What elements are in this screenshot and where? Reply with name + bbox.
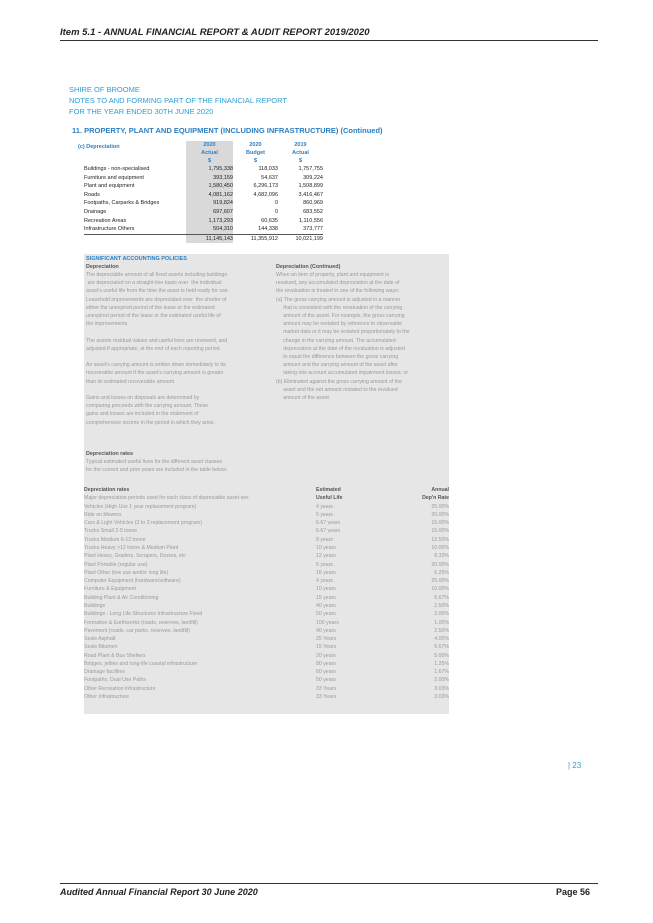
useful-life: 25 Years — [316, 636, 337, 643]
rates-row — [84, 652, 449, 660]
useful-life: 15 Years — [316, 644, 337, 651]
depreciation-rate: 15.00% — [431, 520, 449, 527]
depreciation-rate: 20.00% — [431, 561, 449, 568]
policy-text-line: The depreciable amount of all fixed assets including buildings — [86, 272, 228, 278]
asset-class-label: Formation & Earthworks (roads, reserves, landfill) — [84, 619, 198, 626]
section-title: 11. PROPERTY, PLANT AND EQUIPMENT (INCLUDING INFRASTRUCTURE) (Continued) — [72, 126, 383, 135]
policy-text-line — [86, 386, 229, 394]
rates-row — [84, 544, 449, 552]
asset-class-label: Other Infrastructure — [84, 694, 129, 701]
rates-row — [84, 594, 449, 602]
depreciation-value: 860,969 — [303, 200, 323, 207]
asset-class-label: Furniture and equipment — [84, 174, 144, 181]
asset-class-label: Building Plant & Air Conditioning — [84, 594, 159, 601]
policy-text-line: recoverable amount if the asset's carrying amount is greater — [86, 370, 224, 377]
rates-heading: Depreciation rates — [86, 451, 134, 457]
rates-col-header: Annual — [431, 487, 449, 493]
depreciation-row — [84, 182, 323, 191]
asset-class-label: Other Recreation Infrastructure — [84, 685, 156, 692]
depreciation-rate: 1.00% — [434, 619, 449, 626]
org-name: SHIRE OF BROOME — [69, 85, 140, 94]
depreciation-row — [84, 217, 323, 226]
depreciation-total-row — [84, 234, 323, 243]
policy-text-line: Leasehold improvements are depreciated over the shorter of — [86, 296, 227, 303]
useful-life: 10 years — [316, 586, 336, 593]
depreciation-rate: 15.00% — [431, 528, 449, 535]
useful-life: 16 years — [316, 569, 336, 576]
asset-class-label: Trucks Small 2-5 tonne — [84, 528, 138, 535]
asset-class-label: Pavement (roads, car parks, reserves, landfill) — [84, 627, 190, 634]
policy-text-line — [86, 353, 229, 361]
useful-life: 80 years — [316, 660, 336, 667]
rates-row — [84, 643, 449, 651]
rates-row — [84, 519, 449, 527]
asset-class-label: Plant Heavy, Graders, Scrapers, Dozers, etc — [84, 553, 186, 560]
depreciation-value: 1,173,293 — [186, 217, 233, 226]
col-year-actual-2019: 2019 — [294, 142, 307, 148]
footer-page-number: Page 56 — [556, 887, 591, 897]
useful-life: 6.67 years — [316, 528, 341, 535]
depreciation-value: 919,824 — [186, 199, 233, 208]
policy-text-line: the improvements. — [86, 321, 129, 328]
asset-class-label: Cars & Light Vehicles (2 to 3 replacement program) — [84, 520, 202, 527]
rates-row — [84, 635, 449, 643]
rates-row — [84, 527, 449, 535]
depreciation-row — [84, 174, 323, 183]
policy-text-line: unexpired period of the lease or the estimated useful life of — [86, 313, 221, 320]
useful-life: 20 years — [316, 652, 336, 659]
depreciation-rate: 3.03% — [434, 694, 449, 701]
total-cell: 11,355,912 — [233, 234, 278, 243]
depreciation-heading: Depreciation — [86, 264, 119, 270]
depreciation-value: 1,508,899 — [298, 183, 323, 190]
depreciation-value: 373,777 — [303, 226, 323, 233]
depreciation-rate: 2.50% — [434, 627, 449, 634]
accounting-policies-panel — [84, 254, 449, 714]
report-header-title: Item 5.1 - ANNUAL FINANCIAL REPORT & AUDIT REPORT 2019/2020 — [60, 27, 370, 38]
useful-life: 50 years — [316, 611, 336, 618]
rates-subheader: Major depreciation periods used for each class of depreciable asset are: — [84, 495, 250, 502]
header-divider — [60, 40, 598, 41]
policy-text-line: (a) The gross carrying amount is adjusted in a manner — [276, 296, 401, 303]
useful-life: 40 years — [316, 627, 336, 634]
depreciation-rate: 1.25% — [434, 660, 449, 667]
policy-text-line: to equal the difference between the gross carrying — [276, 354, 399, 361]
depreciation-value: 6,296,173 — [253, 183, 278, 190]
useful-life: 33 Years — [316, 685, 337, 692]
depreciation-rate: 12.50% — [431, 536, 449, 543]
depreciation-rate: 8.33% — [434, 553, 449, 560]
depreciation-value: 1,580,450 — [186, 182, 233, 191]
depreciation-value: 4,682,096 — [253, 191, 278, 198]
policy-text-line: Gains and losses on disposals are determined by — [86, 395, 200, 401]
rates-row — [84, 676, 449, 684]
rates-intro-line: for the current and prior years are included in the table below: — [86, 467, 228, 474]
report-subtitle: NOTES TO AND FORMING PART OF THE FINANCIAL REPORT — [69, 96, 287, 105]
useful-life: 12 years — [316, 553, 336, 560]
useful-life: 6.67 years — [316, 520, 341, 527]
policy-text-line — [86, 328, 229, 336]
asset-class-label: Seals Asphalt — [84, 636, 116, 643]
depreciation-value: 0 — [274, 200, 278, 207]
depreciation-continued-text — [276, 271, 410, 402]
policy-text-line: change in the carrying amount. The accumulated — [276, 337, 396, 344]
asset-class-label: Vehicles (High Use 1 year replacement program) — [84, 503, 197, 510]
depreciation-table — [84, 141, 323, 243]
depreciation-value: 393,159 — [186, 174, 233, 183]
useful-life: 8 years — [316, 536, 334, 543]
depreciation-rate: 10.00% — [431, 586, 449, 593]
depreciation-value: 4,081,162 — [186, 191, 233, 200]
report-period: FOR THE YEAR ENDED 30TH JUNE 2020 — [69, 107, 214, 116]
useful-life: 10 years — [316, 544, 336, 551]
col-unit: $ — [186, 157, 233, 165]
rates-row — [84, 668, 449, 676]
policy-text-line: amount may be restated by reference to observable — [276, 321, 403, 328]
rates-row — [84, 552, 449, 560]
depreciation-rate: 6.25% — [434, 569, 449, 576]
rates-row — [84, 685, 449, 693]
depreciation-row — [84, 165, 323, 174]
depreciation-continued-heading: Depreciation (Continued) — [276, 264, 341, 270]
asset-class-label: Buildings - Long Life Structures Infrastructure Fixed — [84, 611, 203, 618]
asset-class-label: Trucks Heavy >12 tonne & Medium Plant — [84, 544, 179, 551]
policy-text-line: either the unexpired period of the lease or the estimated — [86, 304, 215, 311]
depreciation-value: 1,110,556 — [298, 217, 323, 224]
rates-row — [84, 610, 449, 618]
depreciation-policy-text — [86, 271, 229, 427]
rates-row — [84, 536, 449, 544]
policies-heading: SIGNIFICANT ACCOUNTING POLICIES — [86, 256, 187, 262]
depreciation-row — [84, 191, 323, 200]
asset-class-label: Roads — [84, 191, 100, 198]
depreciation-rate: 25.00% — [431, 578, 449, 585]
rates-subheader: Dep'n Rate — [422, 495, 449, 502]
depreciation-value: 118,033 — [258, 166, 278, 172]
footer-divider — [60, 883, 598, 884]
policy-text-line: adjusted if appropriate, at the end of each reporting period. — [86, 345, 221, 352]
col-kind-actual-2020: Actual — [186, 149, 233, 157]
rates-row — [84, 619, 449, 627]
rates-row — [84, 503, 449, 511]
asset-class-label: Drainage facilities — [84, 669, 125, 676]
depreciation-rate: 3.03% — [434, 685, 449, 692]
depreciation-value: 1,795,338 — [186, 165, 233, 174]
depreciation-rate: 25.00% — [431, 503, 449, 510]
asset-class-label: Computer Equipment (hardware/software) — [84, 578, 181, 585]
policy-text-line: asset's useful life from the time the asset is held ready for use. — [86, 288, 230, 295]
asset-class-label: Road Plant & Bus Shelters — [84, 652, 146, 659]
depreciation-rate: 6.67% — [434, 644, 449, 651]
useful-life: 5 years — [316, 511, 334, 518]
useful-life: 33 Years — [316, 694, 337, 701]
policy-text-line: the revaluation is treated in one of the following ways: — [276, 288, 400, 295]
depreciation-row — [84, 225, 323, 234]
rates-row — [84, 585, 449, 593]
rates-row — [84, 627, 449, 635]
col-year-budget-2020: 2020 — [249, 142, 262, 148]
asset-class-label: Bridges, jetties and long-life coastal infrastructure — [84, 660, 198, 667]
depreciation-value: 0 — [274, 208, 278, 215]
policy-text-line: When an item of property, plant and equipment is — [276, 272, 389, 278]
rates-intro-line: Typical estimated useful lives for the different asset classes — [86, 459, 222, 465]
asset-class-label: Plant and equipment — [84, 183, 135, 190]
depreciation-row — [84, 199, 323, 208]
useful-life: 100 years — [316, 619, 339, 626]
depreciation-value: 683,552 — [303, 208, 323, 215]
rates-row — [84, 561, 449, 569]
policy-text-line: amount of the asset. For example, the gross carrying — [276, 313, 405, 320]
policy-text-line: are depreciated on a straight-line basis over the individual — [86, 280, 222, 287]
useful-life: 5 years — [316, 561, 334, 568]
asset-class-label: Plant Other (low use and/or long life) — [84, 569, 169, 576]
col-unit: $ — [298, 158, 303, 164]
rates-col-header: Depreciation rates — [84, 487, 130, 493]
policy-text-line: that is consistent with the revaluation of the carrying — [276, 304, 403, 311]
depreciation-value: 60,635 — [261, 217, 278, 224]
useful-life: 60 years — [316, 669, 336, 676]
depreciation-label: (c) Depreciation — [78, 144, 120, 150]
depreciation-value: 54,637 — [261, 174, 278, 181]
policy-text-line: depreciation at the date of the revaluation is adjusted — [276, 345, 405, 352]
rates-col-header: Estimated — [316, 487, 341, 493]
asset-class-label: Recreation Areas — [84, 217, 127, 224]
depreciation-rates-table — [84, 486, 449, 701]
depreciation-rate: 20.00% — [431, 511, 449, 518]
asset-class-label: Ride on Mowers — [84, 511, 122, 518]
col-kind-actual-2019: Actual — [292, 150, 309, 156]
asset-class-label: Buildings — [84, 602, 106, 609]
depreciation-rate: 1.67% — [434, 669, 449, 676]
depreciation-rate: 2.00% — [434, 611, 449, 618]
rates-row — [84, 602, 449, 610]
rates-row — [84, 660, 449, 668]
useful-life: 40 years — [316, 602, 336, 609]
rates-row — [84, 569, 449, 577]
page-marker: | 23 — [568, 761, 582, 770]
footer-title: Audited Annual Financial Report 30 June 2020 — [60, 887, 258, 897]
organisation-heading — [69, 84, 287, 117]
useful-life: 15 years — [316, 594, 336, 601]
policy-text-line: than its estimated recoverable amount. — [86, 378, 176, 385]
policy-text-line: amount of the asset. — [276, 395, 331, 402]
rates-row — [84, 693, 449, 701]
policy-text-line: market data or it may be restated proportionately to the — [276, 329, 410, 336]
col-kind-budget-2020: Budget — [246, 150, 265, 156]
policy-text-line: asset and the net amount restated to the revalued — [276, 386, 398, 393]
depreciation-rate: 2.50% — [434, 602, 449, 609]
depreciation-value: 3,416,467 — [298, 191, 323, 198]
policy-text-line: amount and the carrying amount of the asset after — [276, 362, 398, 369]
useful-life: 4 years — [316, 578, 334, 585]
depreciation-rate: 4.00% — [434, 636, 449, 643]
depreciation-value: 697,607 — [186, 208, 233, 217]
useful-life: 50 years — [316, 677, 336, 684]
depreciation-value: 144,338 — [258, 226, 278, 233]
rates-intro — [86, 458, 227, 474]
col-year-actual-2020: 2020 — [186, 141, 233, 149]
policy-text-line: comparing proceeds with the carrying amount. These — [86, 403, 209, 410]
rates-row — [84, 511, 449, 519]
policy-text-line: (b) Eliminated against the gross carrying amount of the — [276, 378, 403, 385]
policy-text-line: An asset's carrying amount is written down immediately to its — [86, 362, 226, 369]
depreciation-row — [84, 208, 323, 217]
total-cell: 10,021,199 — [278, 234, 323, 243]
policy-text-line: gains and losses are included in the statement of — [86, 411, 199, 418]
col-unit: $ — [253, 158, 258, 164]
asset-class-label: Buildings - non-specialised — [84, 166, 150, 172]
asset-class-label: Footpaths, Carparks & Bridges — [84, 200, 160, 207]
policy-text-line: revalued, any accumulated depreciation at the date of — [276, 280, 400, 287]
depreciation-rate: 2.00% — [434, 677, 449, 684]
asset-class-label: Infrastructure Others — [84, 226, 135, 233]
rates-subheader: Useful Life — [316, 495, 343, 502]
asset-class-label: Footpaths, Dual Use Paths — [84, 677, 146, 684]
useful-life: 4 years — [316, 503, 334, 510]
asset-class-label: Furniture & Equipment — [84, 586, 136, 593]
rates-row — [84, 577, 449, 585]
depreciation-rate: 5.00% — [434, 652, 449, 659]
asset-class-label: Drainage — [84, 208, 107, 215]
policy-text-line: taking into account accumulated impairment losses; or — [276, 370, 409, 377]
depreciation-value: 504,310 — [186, 225, 233, 234]
total-cell: 11,145,143 — [186, 234, 233, 243]
depreciation-rate: 10.00% — [431, 544, 449, 551]
policy-text-line: The assets residual values and useful lives are reviewed, and — [86, 337, 228, 344]
asset-class-label: Seals Bitumen — [84, 644, 118, 651]
asset-class-label: Trucks Medium 6-12 tonne — [84, 536, 146, 543]
policy-text-line: comprehensive income in the period in which they arise. — [86, 419, 215, 426]
depreciation-value: 309,224 — [303, 174, 323, 181]
depreciation-value: 1,757,755 — [298, 166, 323, 172]
depreciation-rate: 6.67% — [434, 594, 449, 601]
asset-class-label: Plant Portable (regular use) — [84, 561, 148, 568]
